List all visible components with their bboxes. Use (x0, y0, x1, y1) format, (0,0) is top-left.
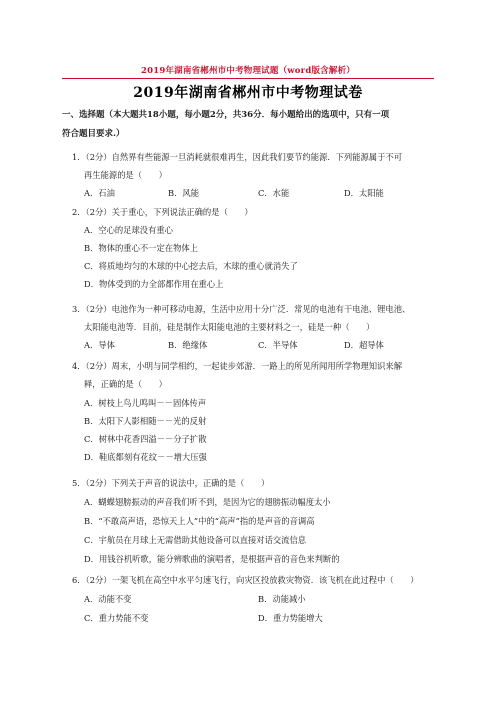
question-3-option-d: D．超导体 (344, 340, 384, 350)
section-line-1: 一、选择题（本大题共18小题，每小题2分，共36分．每小题给出的选项中，只有一项 (62, 110, 390, 120)
question-6-option-c: C．重力势能不变 (84, 613, 149, 623)
question-4-option-c: C．树林中花香四溢－－分子扩散 (84, 434, 207, 444)
question-2-option-b: B．物体的重心不一定在物体上 (84, 243, 198, 253)
question-4-option-b: B．太阳下人影相随－－光的反射 (84, 416, 207, 426)
question-2-option-a: A．空心的足球没有重心 (84, 225, 173, 235)
question-4-option-d: D．鞋底都刻有花纹－－增大压强 (84, 452, 207, 462)
question-3-option-b: B．绝缘体 (168, 340, 208, 350)
question-1-stem: 1．（2分）自然界有些能源一旦消耗就很难再生，因此我们要节约能源．下列能源属于不可 (72, 152, 402, 162)
question-3-stem: 3．（2分）电池作为一种可移动电源，生活中应用十分广泛．常见的电池有干电池、锂电池、 (72, 304, 411, 314)
question-6-stem: 6．（2分）一架飞机在高空中水平匀速飞行，向灾区投放救灾物资．该飞机在此过程中（ ） (72, 575, 419, 585)
section-heading (62, 106, 434, 144)
question-3-option-c: C．半导体 (258, 340, 298, 350)
question-5-option-d: D．用钱谷机听歌，能分辨歌曲的演唱者，是根据声音的音色来判断的 (84, 554, 340, 564)
question-5-stem: 5．（2分）下列关于声音的说法中，正确的是（ ） (72, 478, 270, 488)
question-2-stem: 2．（2分）关于重心，下列说法正确的是（ ） (72, 207, 253, 217)
section-line-2: 符合题目要求.） (62, 129, 125, 139)
page-title: 2019年湖南省郴州市中考物理试卷 (133, 85, 363, 101)
question-1-option-b: B．风能 (168, 188, 199, 198)
question-2-option-d: D．物体受到的力全部都作用在重心上 (84, 279, 224, 289)
question-6-option-a: A．动能不变 (84, 594, 132, 604)
question-4-stem: 4．（2分）周末，小明与同学相约，一起徒步郊游．一路上的所见所闻用所学物理知识来解 (72, 361, 402, 371)
question-6-option-b: B．动能减小 (258, 594, 306, 604)
question-4-option-a: A．树枝上鸟儿鸣叫－－固体传声 (84, 398, 207, 408)
question-2-option-c: C．将质地均匀的木球的中心挖去后，木球的重心就消失了 (84, 261, 298, 271)
question-4-stem-cont: 释，正确的是（ ） (84, 379, 167, 389)
question-3-option-a: A．导体 (84, 340, 115, 350)
question-6-option-d: D．重力势能增大 (258, 613, 323, 623)
question-1-option-a: A．石油 (84, 188, 115, 198)
question-5-option-c: C．宇航员在月球上无需借助其他设备可以直接对话交流信息 (84, 535, 307, 545)
question-1-stem-cont: 再生能源的是（ ） (84, 170, 167, 180)
question-3-stem-cont: 太阳能电池等．目前，硅是制作太阳能电池的主要材料之一，硅是一种（ ） (84, 322, 375, 332)
question-1-option-c: C．水能 (258, 188, 290, 198)
question-5-option-a: A．蝴蝶翅膀振动的声音我们听不到，是因为它的翅膀振动幅度太小 (84, 497, 331, 507)
header-rule (62, 78, 434, 79)
question-1-option-d: D．太阳能 (344, 188, 384, 198)
question-5-option-b: B．“不敢高声语，恐惊天上人”中的“高声”指的是声音的音调高 (84, 516, 315, 526)
document-subtitle: 2019年湖南省郴州市中考物理试题（word版含解析） (0, 64, 496, 76)
